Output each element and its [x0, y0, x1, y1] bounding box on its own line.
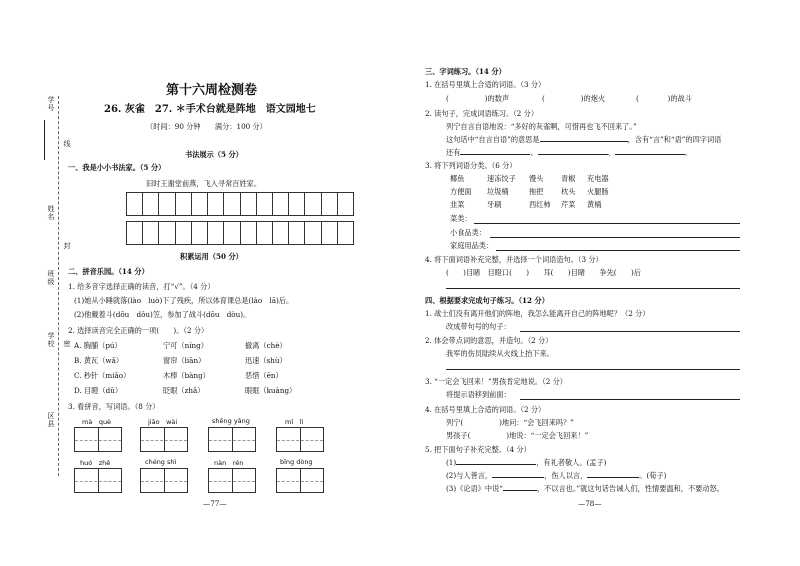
pinyin-4: mǐ lì — [285, 418, 304, 426]
label-district: 区县 — [47, 412, 55, 428]
q2-2-prompt: 2. 选择读音完全正确的一项( )。（2 分） — [68, 326, 209, 335]
s4-q5-2-blank-b[interactable] — [587, 477, 639, 478]
tian-grid-1[interactable] — [74, 427, 122, 452]
r2-blank-1[interactable] — [460, 154, 530, 155]
time-info: （时间：90 分钟 满分：100 分） — [146, 122, 267, 131]
pinyin-6: chéng shì — [145, 458, 177, 466]
r2-blank-3[interactable] — [615, 154, 685, 155]
s4-q5-1-tail: ，有礼者敬人。(孟子) — [536, 458, 607, 467]
tian-grid-5[interactable] — [74, 468, 122, 493]
s4-q1-prompt: 1. 战士们没有离开他们的阵地，我怎么能离开自己的阵地呢？（2 分） — [425, 309, 650, 318]
s4-q5-3-label: (3)《论语》中说“ — [446, 484, 503, 493]
pinyin-3: shēng yǎng — [212, 417, 250, 425]
word-3-5: 黄桶 — [587, 200, 602, 209]
pinyin-1: mà què — [82, 418, 112, 426]
page-title: 第十六周检测卷 — [166, 83, 258, 98]
pinyin-8: bīng dòng — [280, 458, 313, 466]
label-student-id: 学号 — [47, 96, 55, 112]
tian-grid-8[interactable] — [276, 468, 324, 493]
option-b-1: B. 黄瓦（wǎ） — [74, 356, 124, 365]
category-snacks: 小食品类： — [450, 228, 486, 237]
r2-words-label: ，含有“言”和“语”的四字词语 — [627, 135, 722, 144]
tian-grid-2[interactable] — [140, 427, 188, 452]
option-a-3: 撤离（chè） — [245, 341, 287, 350]
r1-blank-c[interactable]: ( )的战斗 — [636, 94, 692, 103]
label-school: 学校 — [47, 332, 55, 348]
pinyin-2: jiāo wài — [148, 418, 178, 426]
student-id-line — [44, 120, 45, 160]
q2-1-sentence-b: (2)他戴着斗(dōu dǒu)笠，参加了战斗(dōu dòu)。 — [74, 310, 251, 319]
section-4-heading: 四、根据要求完成句子练习。（12 分） — [425, 296, 549, 305]
s4-q5-2-tail: 。(荀子) — [639, 471, 667, 480]
word-2-3: 拖把 — [529, 187, 544, 196]
option-c-3: 恶惜（ēn） — [245, 371, 283, 380]
word-2-1: 方便面 — [450, 187, 472, 196]
word-2-2: 垃圾桶 — [487, 187, 509, 196]
tian-grid-7[interactable] — [208, 468, 256, 493]
word-2-5: 火腿肠 — [587, 187, 609, 196]
word-1-2: 速冻饺子 — [487, 174, 516, 183]
word-1-5: 充电器 — [587, 174, 609, 183]
category-vegetables-line[interactable] — [474, 223, 740, 224]
s4-q5-line-1 — [446, 458, 606, 467]
s4-q5-2-mid: ，伤人以言， — [544, 471, 588, 480]
side-mark-secret: 密 — [63, 340, 71, 348]
word-3-3: 西红柿 — [529, 200, 551, 209]
page-number-left: —77— — [203, 499, 227, 508]
q2-1-prompt: 1. 给多音字选择正确的读音，打“√”。（4 分） — [68, 282, 215, 291]
word-2-4: 枕头 — [561, 187, 576, 196]
s4-q2-sentence: 我军的伤员陆续从火线上抬下来。 — [446, 349, 554, 358]
side-mark-line: 线 — [63, 140, 71, 148]
r1-blank-a[interactable]: ( )的数声 — [446, 94, 510, 103]
lesson-subtitle: 26. 灰雀 27. ＊手术台就是阵地 语文园地七 — [104, 104, 316, 115]
r2-meaning-label: 这句话中“自言自语”的意思是 — [446, 135, 540, 144]
r2-quote: 列宁自言自语地说：“多好的灰雀啊，可惜再也飞不回来了。” — [446, 122, 637, 131]
label-class: 班级 — [47, 270, 55, 286]
s4-q5-2-blank-a[interactable] — [492, 477, 544, 478]
section-3-heading: 三、字词练习。（14 分） — [425, 67, 506, 76]
page-number-right: —78— — [578, 499, 602, 508]
s4-q5-1-label: (1) — [446, 458, 457, 467]
r2-more-label: 还有 — [446, 148, 461, 157]
category-snacks-line[interactable] — [490, 237, 740, 238]
option-c-2: 木棒（bàng） — [163, 371, 210, 380]
option-c-1: C. 秒针（miǎo） — [74, 371, 131, 380]
option-d-1: D. 目瞪（dǔ） — [74, 386, 123, 395]
s4-q5-1-blank[interactable] — [456, 464, 536, 465]
option-b-2: 窗帘（liān） — [163, 356, 206, 365]
side-mark-seal: 封 — [63, 242, 71, 250]
q2-1-sentence-a: (1)她从小睡就落(lào luò)下了残疾，所以体育课总是(lào lā)后。 — [74, 296, 294, 305]
section-calligraphy: 书法展示（5 分） — [185, 150, 243, 159]
option-d-2: 眨眼（zhǎ） — [163, 386, 205, 395]
word-3-4: 芹菜 — [561, 200, 576, 209]
r2-meaning-line — [446, 135, 721, 144]
q2-3-prompt: 3. 看拼音，写词语。（8 分） — [68, 402, 160, 411]
word-1-4: 青椒 — [561, 174, 576, 183]
r4-prompt: 4. 将下面词语补充完整，并选择一个词语造句。（3 分） — [425, 255, 603, 264]
s4-q4-line-a[interactable]: 列宁( )地问：“会飞回来吗？” — [446, 418, 574, 427]
s4-q5-line-3 — [446, 484, 724, 493]
word-1-3: 馒头 — [529, 174, 544, 183]
s4-q3-answer-line[interactable] — [520, 399, 740, 400]
r2-blank-2[interactable] — [538, 154, 608, 155]
s4-q5-line-2 — [446, 471, 666, 480]
word-3-1: 韭菜 — [450, 200, 465, 209]
r1-prompt: 1. 在括号里填上合适的词语。（3 分） — [425, 80, 546, 89]
category-household: 家庭用品类： — [450, 241, 494, 250]
r4-words[interactable]: ( )目睹 目瞪口( ) 耳( )目睹 争先( )后 — [446, 268, 641, 277]
s4-q5-2-label: (2)与人善言， — [446, 471, 493, 480]
r1-blank-b[interactable]: ( )的炮火 — [542, 94, 606, 103]
section-accumulation: 积累运用（50 分） — [180, 252, 243, 261]
s4-q5-3-tail: ，不以言也。”就这句话告诫人们，性情要温和，不要动怒。 — [536, 484, 724, 493]
word-1-1: 椰鱼 — [450, 174, 465, 183]
r2-more-line: 还有 、 、 。 — [446, 148, 692, 157]
writing-grid-2[interactable] — [126, 221, 354, 245]
pinyin-5: huó zhē — [80, 459, 111, 467]
category-vegetables: 菜类： — [450, 214, 472, 223]
s4-q1-answer-line[interactable] — [520, 331, 740, 332]
option-a-1: A. 胸脯（pú） — [74, 341, 122, 350]
category-household-line[interactable] — [496, 250, 740, 251]
tian-grid-6[interactable] — [140, 468, 188, 493]
option-b-3: 迅速（shù） — [245, 356, 287, 365]
s4-q3-instruction: 将提示语移到前面： — [446, 390, 511, 399]
tian-grid-3[interactable] — [208, 427, 256, 452]
s4-q2-prompt: 2. 体会带点词的意思，并造句。（2 分） — [425, 336, 553, 345]
s4-q4-prompt: 4. 在括号里填上合适的词语。（2 分） — [425, 405, 546, 414]
q2-heading: 二、拼音乐园。（14 分） — [68, 267, 149, 276]
binding-dashed-line — [58, 96, 59, 476]
calligraphy-text: 旧时王谢堂前燕，飞入寻常百姓家。 — [146, 179, 262, 188]
s4-q2-answer-line[interactable] — [446, 369, 740, 370]
r3-prompt: 3. 将下列词语分类。（6 分） — [425, 161, 517, 170]
writing-grid-1[interactable] — [126, 192, 354, 216]
word-3-2: 牙刷 — [487, 200, 502, 209]
s4-q1-instruction: 改成带句号的句子： — [446, 322, 511, 331]
option-a-2: 宁可（níng） — [163, 341, 208, 350]
pinyin-7: nàn rén — [214, 459, 244, 467]
label-name: 姓名 — [47, 205, 55, 221]
s4-q5-3-blank[interactable] — [503, 490, 537, 491]
s4-q3-prompt: 3. “一定会飞回来！”男孩肯定地说。（2 分） — [425, 377, 567, 386]
q1-heading: 一、我是小小书法家。（5 分） — [68, 163, 166, 172]
tian-grid-4[interactable] — [276, 427, 324, 452]
option-d-3: 眼眶（kuàng） — [245, 386, 297, 395]
s4-q4-line-b[interactable]: 男孩子( )地说：“一定会飞回来！” — [446, 431, 589, 440]
r2-meaning-blank[interactable] — [540, 141, 628, 142]
s4-q5-prompt: 5. 把下面句子补充完整。（4 分） — [425, 445, 531, 454]
r4-answer-line[interactable] — [446, 288, 740, 289]
r2-prompt: 2. 读句子，完成词语练习。（2 分） — [425, 109, 539, 118]
